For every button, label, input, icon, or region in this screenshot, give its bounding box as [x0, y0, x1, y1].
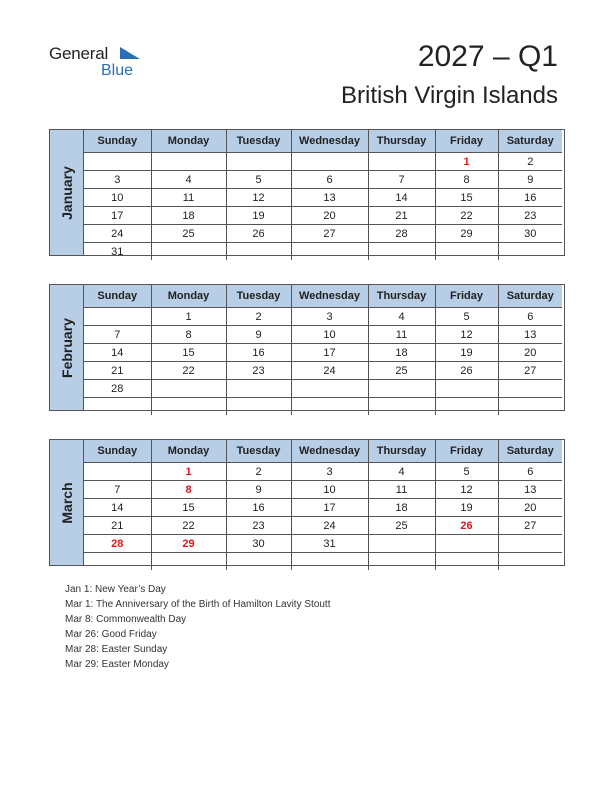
day-cell: [291, 398, 368, 416]
day-cell: [226, 380, 291, 398]
day-cell: [498, 398, 562, 416]
weekday-header: Friday: [435, 285, 498, 308]
day-cell: 19: [226, 207, 291, 225]
day-cell: 24: [84, 225, 151, 243]
weekday-header: Friday: [435, 130, 498, 153]
day-cell: 29: [435, 225, 498, 243]
day-cell: [151, 243, 226, 261]
day-cell: [498, 553, 562, 571]
day-cell: [368, 380, 435, 398]
day-cell: [368, 398, 435, 416]
day-cell: 20: [291, 207, 368, 225]
holiday-note: Mar 1: The Anniversary of the Birth of Hamilton Lavity Stoutt: [65, 599, 331, 610]
country-name: British Virgin Islands: [341, 82, 558, 109]
day-cell: 24: [291, 517, 368, 535]
day-cell: 18: [151, 207, 226, 225]
day-cell: 11: [151, 189, 226, 207]
day-cell: [151, 398, 226, 416]
week-row: [84, 398, 562, 416]
day-cell: 2: [226, 308, 291, 326]
week-row: [84, 243, 562, 261]
day-cell: 16: [498, 189, 562, 207]
month-name: February: [58, 317, 75, 378]
day-cell: 15: [151, 499, 226, 517]
week-row: [84, 463, 562, 481]
day-cell: 13: [291, 189, 368, 207]
day-cell: 15: [151, 344, 226, 362]
weekday-header: Tuesday: [226, 440, 291, 463]
day-cell: 1: [151, 308, 226, 326]
day-cell: 12: [226, 189, 291, 207]
weekday-header: Sunday: [84, 285, 151, 308]
day-cell: 22: [435, 207, 498, 225]
week-row: [84, 171, 562, 189]
month-calendar-february: [49, 284, 565, 411]
day-cell: [435, 398, 498, 416]
day-cell: [84, 308, 151, 326]
day-cell: [84, 153, 151, 171]
week-row: [84, 344, 562, 362]
weekday-header: Friday: [435, 440, 498, 463]
day-cell: 10: [291, 481, 368, 499]
day-cell: 23: [498, 207, 562, 225]
day-cell: [84, 463, 151, 481]
week-row: [84, 326, 562, 344]
day-cell: 23: [226, 362, 291, 380]
day-cell: [368, 535, 435, 553]
day-cell: 7: [368, 171, 435, 189]
day-cell: 7: [84, 326, 151, 344]
week-row: [84, 207, 562, 225]
day-cell: 16: [226, 344, 291, 362]
day-cell: [435, 553, 498, 571]
day-cell: 14: [84, 344, 151, 362]
day-cell: 21: [84, 517, 151, 535]
day-cell: 11: [368, 326, 435, 344]
day-cell: [291, 153, 368, 171]
weekday-header: Thursday: [368, 130, 435, 153]
day-cell: 19: [435, 344, 498, 362]
day-cell: 3: [291, 308, 368, 326]
day-cell: [291, 380, 368, 398]
weekday-header: Tuesday: [226, 285, 291, 308]
day-cell: 6: [291, 171, 368, 189]
week-row: [84, 308, 562, 326]
holiday-note: Mar 26: Good Friday: [65, 629, 157, 640]
weekday-header: Sunday: [84, 130, 151, 153]
day-cell: 11: [368, 481, 435, 499]
day-cell: 17: [291, 344, 368, 362]
day-cell: 25: [368, 362, 435, 380]
day-cell: 14: [368, 189, 435, 207]
day-cell: 6: [498, 308, 562, 326]
day-cell: [226, 553, 291, 571]
week-row: [84, 481, 562, 499]
day-cell: 25: [151, 225, 226, 243]
holiday-note: Mar 28: Easter Sunday: [65, 644, 168, 655]
month-label: [50, 130, 84, 255]
weekday-header: Saturday: [498, 130, 562, 153]
day-cell: 30: [498, 225, 562, 243]
day-cell: 10: [291, 326, 368, 344]
month-name: January: [58, 165, 75, 220]
day-cell: [498, 535, 562, 553]
month-label: [50, 440, 84, 565]
day-cell: 16: [226, 499, 291, 517]
day-cell: 15: [435, 189, 498, 207]
day-cell: 27: [498, 517, 562, 535]
day-cell: 22: [151, 517, 226, 535]
week-row: [84, 553, 562, 571]
day-cell: 8: [435, 171, 498, 189]
logo-triangle-icon: [120, 47, 140, 59]
day-cell: 20: [498, 344, 562, 362]
day-cell: [226, 243, 291, 261]
day-cell: [368, 153, 435, 171]
logo-blue-text: Blue: [101, 62, 134, 79]
day-cell: 18: [368, 499, 435, 517]
day-cell: 26: [435, 517, 498, 535]
day-cell: 28: [84, 380, 151, 398]
weekday-header: Tuesday: [226, 130, 291, 153]
day-cell: 28: [368, 225, 435, 243]
holiday-note: Mar 29: Easter Monday: [65, 659, 169, 670]
day-cell: 1: [435, 153, 498, 171]
weekday-header: Monday: [151, 440, 226, 463]
weekday-header: Wednesday: [291, 285, 368, 308]
day-cell: 13: [498, 326, 562, 344]
day-cell: [84, 553, 151, 571]
day-cell: 25: [368, 517, 435, 535]
day-cell: [226, 153, 291, 171]
day-cell: [435, 243, 498, 261]
day-cell: 21: [368, 207, 435, 225]
day-cell: 12: [435, 326, 498, 344]
day-cell: [435, 380, 498, 398]
generalblue-logo: [49, 44, 134, 79]
day-cell: 3: [291, 463, 368, 481]
holiday-note: Jan 1: New Year’s Day: [65, 584, 166, 595]
month-grid: [84, 130, 562, 260]
day-cell: 7: [84, 481, 151, 499]
month-grid: [84, 440, 562, 570]
week-row: [84, 499, 562, 517]
weekday-header: Monday: [151, 285, 226, 308]
day-cell: 14: [84, 499, 151, 517]
day-cell: 22: [151, 362, 226, 380]
day-cell: 5: [226, 171, 291, 189]
weekday-header: Monday: [151, 130, 226, 153]
day-cell: 28: [84, 535, 151, 553]
day-cell: 27: [498, 362, 562, 380]
week-row: [84, 189, 562, 207]
day-cell: [151, 380, 226, 398]
day-cell: 3: [84, 171, 151, 189]
day-cell: 5: [435, 463, 498, 481]
weekday-header: Thursday: [368, 285, 435, 308]
month-calendar-march: [49, 439, 565, 566]
day-cell: [84, 398, 151, 416]
day-cell: 4: [368, 463, 435, 481]
day-cell: 6: [498, 463, 562, 481]
day-cell: [498, 380, 562, 398]
day-cell: [291, 243, 368, 261]
logo-general-text: General: [49, 44, 109, 63]
day-cell: 4: [368, 308, 435, 326]
day-cell: 23: [226, 517, 291, 535]
month-grid: [84, 285, 562, 415]
day-cell: 9: [226, 481, 291, 499]
week-row: [84, 535, 562, 553]
day-cell: [368, 553, 435, 571]
week-row: [84, 153, 562, 171]
day-cell: 10: [84, 189, 151, 207]
day-cell: 9: [226, 326, 291, 344]
day-cell: 13: [498, 481, 562, 499]
day-cell: 29: [151, 535, 226, 553]
weekday-header: Saturday: [498, 285, 562, 308]
day-cell: 19: [435, 499, 498, 517]
day-cell: [151, 553, 226, 571]
day-cell: 5: [435, 308, 498, 326]
day-cell: 31: [291, 535, 368, 553]
page-title: 2027 – Q1: [417, 40, 558, 73]
day-cell: [368, 243, 435, 261]
day-cell: 8: [151, 326, 226, 344]
day-cell: 1: [151, 463, 226, 481]
day-cell: 2: [226, 463, 291, 481]
day-cell: 18: [368, 344, 435, 362]
day-cell: [435, 535, 498, 553]
day-cell: 26: [435, 362, 498, 380]
month-calendar-january: [49, 129, 565, 256]
month-name: March: [58, 481, 75, 524]
day-cell: 27: [291, 225, 368, 243]
week-row: [84, 380, 562, 398]
weekday-header: Wednesday: [291, 440, 368, 463]
week-row: [84, 362, 562, 380]
day-cell: 30: [226, 535, 291, 553]
holiday-note: Mar 8: Commonwealth Day: [65, 614, 187, 625]
day-cell: 17: [84, 207, 151, 225]
week-row: [84, 517, 562, 535]
month-label: [50, 285, 84, 410]
day-cell: 8: [151, 481, 226, 499]
day-cell: [498, 243, 562, 261]
day-cell: [291, 553, 368, 571]
holiday-notes: [65, 584, 331, 674]
day-cell: 24: [291, 362, 368, 380]
day-cell: 2: [498, 153, 562, 171]
weekday-header: Sunday: [84, 440, 151, 463]
day-cell: [151, 153, 226, 171]
day-cell: [226, 398, 291, 416]
day-cell: 26: [226, 225, 291, 243]
week-row: [84, 225, 562, 243]
day-cell: 9: [498, 171, 562, 189]
day-cell: 17: [291, 499, 368, 517]
weekday-header: Wednesday: [291, 130, 368, 153]
day-cell: 31: [84, 243, 151, 261]
day-cell: 12: [435, 481, 498, 499]
day-cell: 20: [498, 499, 562, 517]
day-cell: 21: [84, 362, 151, 380]
weekday-header: Thursday: [368, 440, 435, 463]
weekday-header: Saturday: [498, 440, 562, 463]
day-cell: 4: [151, 171, 226, 189]
